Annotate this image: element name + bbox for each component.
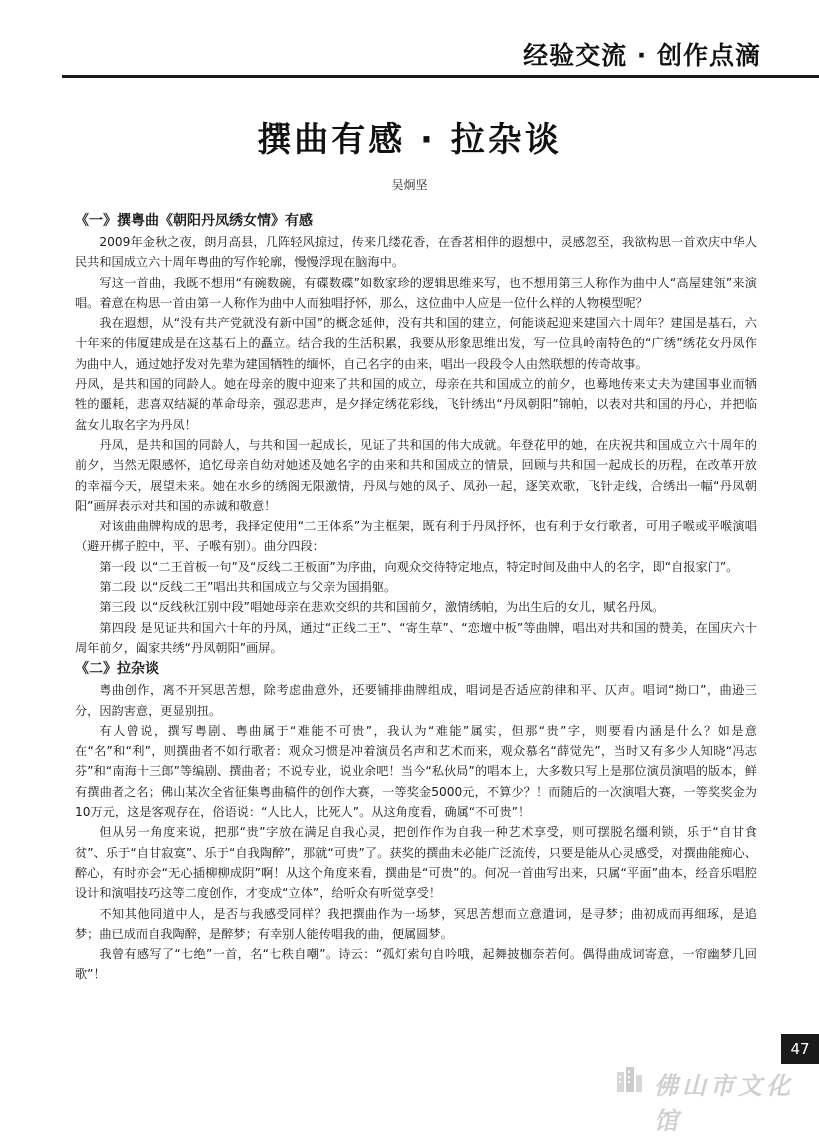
paragraph: 第二段 以“反线二王”唱出共和国成立与父亲为国捐躯。: [99, 580, 397, 595]
section-tag: 经验交流 · 创作点滴: [523, 41, 761, 70]
paragraph: 不知其他同道中人，是否与我感受同样？我把撰曲作为一场梦，冥思苦想而立意遣词，是寻梦；曲初成而再细琢，是追梦；曲已成而自我陶醉，是醉梦；有幸别人能传唱我的曲，便属圆梦。: [75, 906, 757, 941]
building-logo-icon: [614, 1064, 644, 1094]
paragraph: 粤曲创作，离不开冥思苦想，除考虑曲意外，还要铺排曲牌组成，唱词是否适应韵律和平、仄声。唱词“拗口”，曲逊三分，因韵害意，更显别扭。: [75, 683, 757, 718]
paragraph: 2009年金秋之夜，朗月高县，几阵轻风掠过，传来几缕花香，在香茗相伴的遐想中，灵感忽至，我欲构思一首欢庆中华人民共和国成立六十周年粤曲的写作轮廓，慢慢浮现在脑海中。: [75, 235, 757, 270]
section-heading: 《一》撰粤曲《朝阳丹凤绣女情》有感: [75, 213, 313, 229]
header-rule: [62, 75, 819, 78]
paragraph: 有人曾说，撰写粤剧、粤曲属于“难能不可贵”，我认为“难能”属实，但那“贵”字，则要看内涵是什么？如是意在“名”和“利”，则撰曲者不如行歌者：观众习惯是冲着演员名声和艺术而来，观众慕名“薛觉先”，当时又有多少人知晓“冯志芬”和“南海十三郎”等编剧、撰曲者；不说专业，说业余吧！当今“私伙局”的唱本上，大多数只写上是那位演员演唱的版本，鲜有撰曲者之名；佛山某次全省征集粤曲稿件的创作大赛，一等奖金5000元，不算少？！而随后的一次演唱大赛，一等奖奖金为10万元，这是客观存在，俗语说：“人比人，比死人”。从这角度看，确属“不可贵”！: [75, 723, 757, 820]
paragraph: 第三段 以“反线秋江别中段”唱她母亲在悲欢交织的共和国前夕，激情绣帕，为出生后的女儿，赋名丹凤。: [99, 600, 665, 615]
paragraph: 我在遐想，从“没有共产党就没有新中国”的概念延伸，没有共和国的建立，何能谈起迎来建国六十周年？建国是基石，六十年来的伟厦建成是在这基石上的矗立。结合我的生活积累，我要从形象思维出发，写一位具岭南特色的“广绣”绣花女丹凤作为曲中人，通过她抒发对先辈为建国牺牲的缅怀，自己名字的由来，唱出一段段令人由然联想的传奇故事。: [75, 316, 757, 371]
paragraph: 第四段 是见证共和国六十年的丹凤，通过“正线二王”、“寄生草”、“恋壇中板”等曲牌，唱出对共和国的赞美，在国庆六十周年前夕，阖家共绣“丹凤朝阳”画屏。: [75, 620, 757, 655]
paragraph: 写这一首曲，我既不想用“有碗数碗，有碟数碟”如数家珍的逻辑思维来写，也不想用第三人称作为曲中人“高屋建瓴”来演唱。着意在构思一首由第一人称作为曲中人而独唱抒怀，那么，这位曲中人应是一位什么样的人物模型呢？: [75, 275, 757, 310]
paragraph: 丹凤，是共和国的同龄人，与共和国一起成长，见证了共和国的伟大成就。年登花甲的她，在庆祝共和国成立六十周年的前夕，当然无限感怀，追忆母亲自幼对她述及她名字的由来和共和国成立的情景，回顾与共和国一起成长的历程，在改革开放的幸福今天，展望未来。她在水乡的绣阁无限激情，丹凤与她的凤子、凤孙一起，逐笑欢歌，飞针走线，合绣出一幅“丹凤朝阳”画屏表示对共和国的赤诚和敬意！: [75, 437, 757, 513]
article-author: 吴炯坚: [391, 178, 428, 192]
section-heading: 《二》拉杂谈: [75, 661, 159, 678]
paragraph: 丹凤，是共和国的同龄人。她在母亲的腹中迎来了共和国的成立，母亲在共和国成立的前夕，也蓦地传来丈夫为建国事业而牺牲的噩耗，悲喜双结凝的革命母亲，强忍悲声，是夕择定绣花彩线，飞针绣出“丹凤朝阳”锦帕，以表对共和国的丹心，并把临盆女儿取名字为丹凤！: [75, 377, 757, 432]
paragraph: 第一段 以“二王首板一句”及“反线二王板面”为序曲，向观众交待特定地点，特定时间及曲中人的名字，即“自报家门”。: [99, 559, 739, 574]
page-number: 47: [781, 1034, 819, 1064]
watermark-text: 佛山市文化馆: [654, 1072, 794, 1135]
article-title: 撰曲有感 · 拉杂谈: [257, 120, 562, 160]
paragraph: 但从另一角度来说，把那“贵”字放在满足自我心灵，把创作作为自我一种艺术享受，则可摆脱名缰利锁，乐于“自甘食贫”、乐于“自甘寂寞”、乐于“自我陶醉”，那就“可贵”了。获奖的撰曲未必能广泛流传，只要是能从心灵感受，对撰曲能痴心、醉心，有时亦会“无心插柳柳成阴”啊！从这个角度来看，撰曲是“可贵”的。何况一首曲写出来，只属“平面”曲本，经音乐唱腔设计和演唱技巧这等二度创作，才变成“立体”，给听众有听觉享受！: [75, 825, 757, 901]
paragraph: 对该曲曲牌构成的思考，我择定使用“二王体系”为主框架，既有利于丹凤抒怀，也有利于女行歌者，可用子喉或平喉演唱（避开梆子腔中，平、子喉有别）。曲分四段：: [75, 519, 757, 554]
paragraph: 我曾有感写了“七绝”一首，名“七秩自嘲”。诗云：“孤灯索句自吟哦，起舞披枷奈若何。偶得曲成词寄意，一帘幽梦几回歌”！: [75, 947, 757, 982]
watermark: [614, 1062, 819, 1135]
article-body: [75, 210, 757, 985]
